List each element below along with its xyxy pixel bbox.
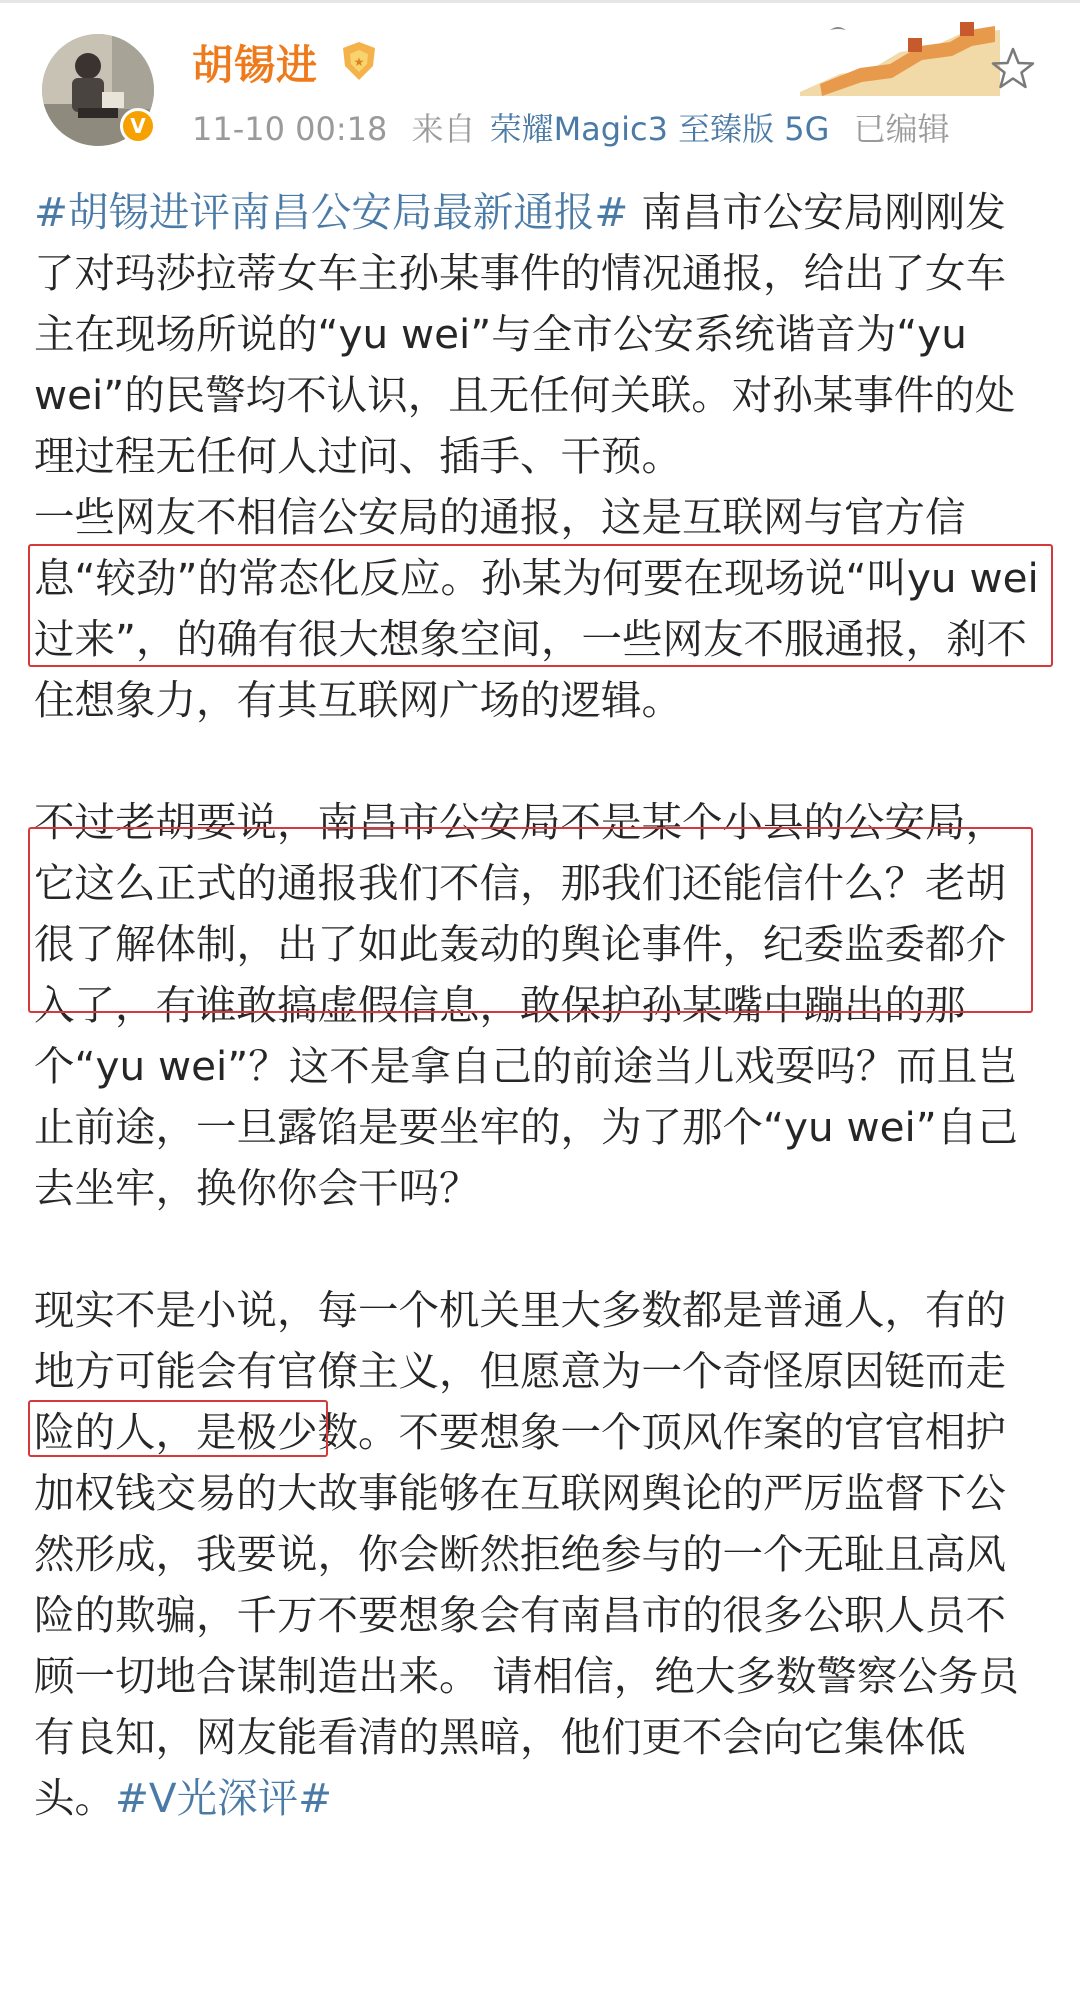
post-meta (192, 104, 964, 150)
medal-icon (337, 38, 381, 82)
paragraph-4-text: 现实不是小说，每一个机关里大多数都是普通人，有的地方可能会有官僚主义，但愿意为一个奇怪原因铤而走险的人，是极少数。不要想象一个顶风作案的官官相护加权钱交易的大故事能够在互联网舆论的严厉监督下公然形成，我要说，你会断然拒绝参与的一个无耻且高风险的欺骗，千万不要想象会有南昌市的很多公职人员不顾一切地合谋制造出来。 请相信，绝大多数警察公务员有良知，网友能看清的黑暗，他们更不会向它集体低头。 (34, 1286, 1019, 1822)
paragraph-1 (34, 182, 1044, 487)
topic-tag[interactable]: #胡锡进评南昌公安局最新通报# (34, 188, 629, 236)
post-header (0, 0, 1080, 165)
verified-badge-icon: V (120, 108, 156, 144)
highlight-box-1 (28, 544, 1053, 667)
paragraph-1-text: 南昌市公安局刚刚发了对玛莎拉蒂女车主孙某事件的情况通报，给出了女车主在现场所说的“yu wei”与全市公安系统谐音为“yu wei”的民警均不认识，且无任何关联。对孙某事件的处理过程无任何人过问、插手、干预。 (34, 188, 1016, 480)
highlight-box-3 (28, 1400, 328, 1457)
edited-label[interactable]: 已编辑 (853, 110, 950, 148)
paragraph-4 (34, 1280, 1044, 1829)
source-device[interactable]: 荣耀Magic3 至臻版 5G (489, 110, 830, 148)
star-icon[interactable] (988, 44, 1038, 94)
paragraph-2: 一些网友不相信公安局的通报，这是互联网与官方信息“较劲”的常态化反应。孙某为何要在现场说“叫yu wei过来”，的确有很大想象空间，一些网友不服通报，刹不住想象力，有其互联网广场的逻辑。 (34, 493, 1039, 724)
post-time: 11-10 00:18 (192, 110, 388, 148)
highlight-box-2 (28, 827, 1033, 1013)
topic-tag-v[interactable]: #V光深评# (115, 1774, 333, 1822)
username[interactable]: 胡锡进 (192, 41, 318, 89)
great-wall-decoration (800, 12, 1000, 96)
paragraph-3: 不过老胡要说，南昌市公安局不是某个小县的公安局，它这么正式的通报我们不信，那我们还能信什么？老胡很了解体制，出了如此轰动的舆论事件，纪委监委都介入了，有谁敢搞虚假信息，敢保护孙某嘴中蹦出的那个“yu wei”？这不是拿自己的前途当儿戏耍吗？而且岂止前途，一旦露馅是要坐牢的，为了那个“yu wei”自己去坐牢，换你你会干吗？ (34, 798, 1018, 1212)
svg-text:★: ★ (353, 55, 365, 69)
source-prefix: 来自 (411, 110, 476, 148)
